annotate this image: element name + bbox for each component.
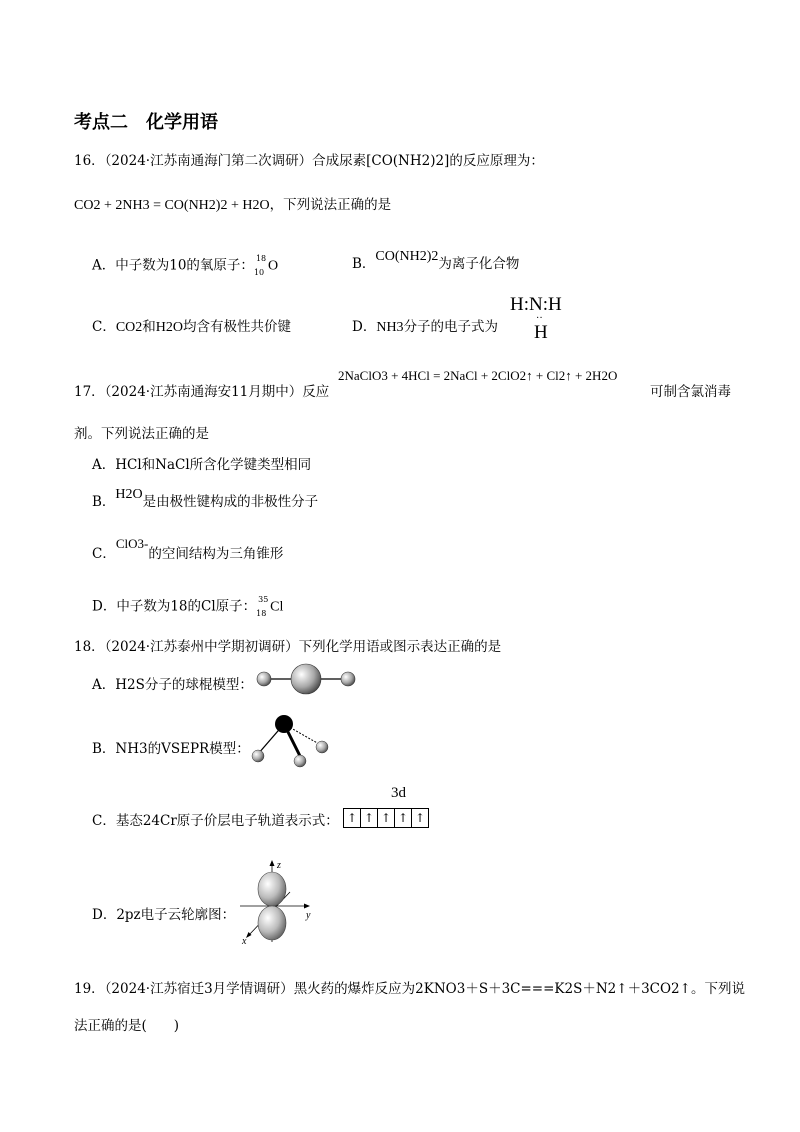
option-16-c[interactable]: C．CO2和H2O均含有极性共价键	[92, 319, 292, 335]
formula: ClO3-	[115, 536, 149, 551]
electron-formula-line1: H:N:H	[510, 294, 562, 315]
question-number: 19．	[74, 981, 105, 997]
question-source: （2024·江苏南通海门第二次调研）	[104, 153, 313, 169]
nh3-vsepr-model	[244, 712, 334, 774]
formula: H2O	[115, 487, 143, 502]
question-18-stem	[74, 638, 501, 656]
question-source: （2024·江苏泰州中学期初调研）	[104, 639, 299, 655]
option-text: 是由极性键构成的非极性分子	[142, 494, 319, 510]
option-16-d[interactable]	[352, 318, 498, 337]
question-text: ，下列说法正确的是	[269, 197, 392, 213]
nuclide-notation: 35 18	[256, 595, 269, 618]
option-16-b[interactable]	[352, 249, 520, 274]
orbital-cell: ↑	[414, 811, 426, 825]
section-title: 考点二 化学用语	[74, 112, 218, 133]
element-symbol: Cl	[270, 599, 284, 615]
option-17-b[interactable]	[92, 487, 319, 512]
orbital-cell: ↑	[361, 809, 378, 827]
option-label: C．	[92, 546, 116, 562]
option-label: D．	[352, 319, 377, 335]
option-text: 的空间结构为三角锥形	[148, 546, 284, 562]
axis-y-label: y	[306, 910, 311, 921]
option-16-a[interactable]	[92, 255, 278, 277]
formula: H2O	[155, 320, 184, 335]
orbital-cell: ↑	[395, 809, 412, 827]
question-17-stem-line2: 剂。下列说法正确的是	[74, 426, 209, 442]
option-label: D．中子数为18的Cl原子：	[92, 598, 257, 615]
element-symbol: O	[267, 258, 279, 274]
h2s-ball-stick-model	[254, 662, 360, 698]
axis-x-label: x	[242, 936, 247, 946]
option-18-a[interactable]: A．H2S分子的球棍模型：	[92, 677, 253, 693]
option-18-c[interactable]: C．基态24Cr原子价层电子轨道表示式：	[92, 813, 339, 829]
equation: CO2 + 2NH3 = CO(NH2)2 + H2O	[74, 198, 270, 213]
option-label: A．中子数为10的氧原子：	[92, 257, 254, 274]
question-17-stem	[74, 383, 329, 401]
question-source: （2024·江苏南通海安11月期中）	[104, 384, 303, 400]
axis-z-label: z	[277, 860, 281, 871]
orbital-cell: ↑	[344, 809, 361, 827]
question-text: 反应	[302, 384, 330, 400]
question-16-equation-line	[74, 194, 391, 214]
question-text: 黑火药的爆炸反应为2KNO3＋S＋3C===K2S＋N2↑＋3CO2↑。下列说	[293, 981, 745, 997]
formula: CO2	[115, 320, 143, 335]
option-17-a[interactable]: A．HCl和NaCl所含化学键类型相同	[92, 457, 312, 473]
option-label: B．	[352, 256, 376, 272]
option-17-c[interactable]	[92, 536, 284, 563]
electron-formula-line2: H	[534, 322, 548, 343]
question-number: 16．	[74, 153, 105, 169]
formula: CO(NH2)2	[375, 249, 439, 264]
question-source: （2024·江苏宿迁3月学情调研）	[104, 981, 294, 997]
option-text: 均含有极性共价键	[183, 319, 292, 335]
question-19-stem-line2: 法正确的是( )	[74, 1018, 180, 1034]
equation: 2NaClO3 + 4HCl = 2NaCl + 2ClO2↑ + Cl2↑ + 2H2O	[338, 368, 618, 383]
option-18-d[interactable]: D．2pz电子云轮廓图：	[92, 907, 236, 923]
orbital-cell: ↑	[378, 809, 395, 827]
2pz-orbital-diagram	[236, 856, 320, 946]
orbital-label: 3d	[391, 785, 406, 801]
question-text: 合成尿素[CO(NH2)2]的反应原理为：	[312, 153, 544, 169]
question-text: 可制含氯消毒	[650, 384, 731, 400]
option-text: 为离子化合物	[438, 256, 520, 272]
option-label: C．	[92, 319, 116, 335]
electron-formula: H:N:H ·· H	[510, 294, 562, 344]
question-text: 下列化学用语或图示表达正确的是	[298, 639, 502, 655]
nuclide-notation: 18 10	[253, 254, 267, 277]
question-number: 18．	[74, 639, 105, 655]
option-text: 分子的电子式为	[403, 319, 499, 335]
question-19-stem	[74, 980, 745, 998]
formula: NH3	[376, 320, 404, 335]
question-16-stem	[74, 152, 544, 170]
option-label: B．	[92, 494, 116, 510]
question-number: 17．	[74, 384, 105, 400]
orbital-diagram	[343, 808, 429, 828]
option-17-d[interactable]	[92, 596, 283, 618]
option-18-b[interactable]: B．NH3的VSEPR模型：	[92, 741, 250, 757]
